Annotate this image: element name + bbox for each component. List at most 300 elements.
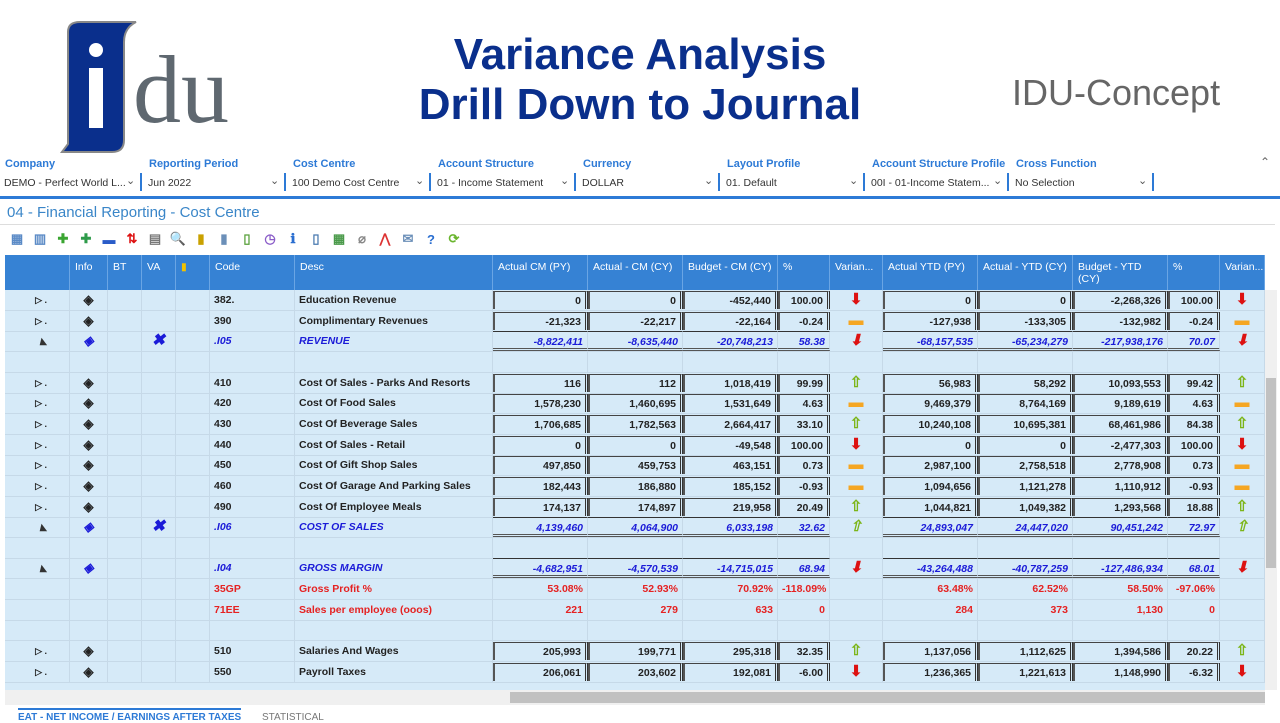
empty-cell <box>70 600 108 620</box>
document-export-icon[interactable]: ▯ <box>243 231 251 246</box>
empty-cell <box>176 435 210 455</box>
arrow-flat-icon: ▬ <box>1234 311 1250 329</box>
filter-account-structure-profile[interactable] <box>867 155 1011 195</box>
column-header[interactable]: Code <box>210 255 295 290</box>
horizontal-scrollbar[interactable] <box>5 690 1265 705</box>
schedule-icon[interactable]: ◷ <box>264 231 276 246</box>
empty-cell <box>1073 538 1168 558</box>
empty-cell <box>176 600 210 620</box>
sort-icon[interactable]: ⇅ <box>126 231 138 246</box>
empty-cell <box>5 620 70 640</box>
value-cell: 58.38 <box>778 331 830 351</box>
variance-cell <box>830 331 883 351</box>
divider <box>140 173 142 191</box>
blank-row <box>5 352 1265 373</box>
variance-cell <box>830 455 883 475</box>
filter-value[interactable]: 01. Default <box>726 177 777 189</box>
value-cell: 1,531,649 <box>683 394 778 412</box>
divider <box>718 173 720 191</box>
desc-cell: Complimentary Revenues <box>295 311 493 331</box>
collapse-icon[interactable]: ◣ <box>5 558 70 578</box>
table-row[interactable] <box>5 311 1265 332</box>
value-cell: 219,958 <box>683 498 778 516</box>
value-cell: 0 <box>588 291 683 309</box>
empty-cell <box>978 538 1073 558</box>
value-cell: 62.52% <box>978 579 1073 599</box>
filter-value[interactable]: Jun 2022 <box>148 177 192 189</box>
va-cell <box>142 476 176 496</box>
chevron-down-icon[interactable]: ⌄ <box>126 175 136 187</box>
value-cell: -6.00 <box>778 663 830 681</box>
variance-cell <box>1220 414 1265 434</box>
tab-statistical[interactable]: STATISTICAL <box>262 712 324 723</box>
search-icon[interactable]: 🔍 <box>169 231 187 246</box>
va-cell <box>142 641 176 661</box>
value-cell: 72.97 <box>1168 517 1220 537</box>
code-cell: 390 <box>210 311 295 331</box>
value-cell: 4,139,460 <box>493 517 588 537</box>
value-cell: -14,715,015 <box>683 558 778 578</box>
filter-value[interactable]: DEMO - Perfect World L... <box>4 177 126 189</box>
variance-cell <box>830 435 883 455</box>
arrow-up-icon: ⇧ <box>849 497 863 515</box>
empty-cell <box>70 620 108 640</box>
value-cell: 84.38 <box>1168 415 1220 433</box>
arrow-up-icon: ⇧ <box>1235 518 1249 536</box>
divider <box>284 173 286 191</box>
table-row[interactable] <box>5 393 1265 414</box>
value-cell: 20.22 <box>1168 642 1220 660</box>
column-header[interactable]: Varian... <box>830 255 883 290</box>
chevron-down-icon[interactable]: ⌄ <box>704 175 714 187</box>
empty-cell <box>70 352 108 372</box>
value-cell: 1,049,382 <box>978 498 1073 516</box>
value-cell: -97.06% <box>1168 579 1220 599</box>
code-cell: 410 <box>210 373 295 393</box>
filter-cross-function[interactable] <box>1011 155 1156 195</box>
arrow-flat-icon: ▬ <box>848 311 864 329</box>
columns-icon[interactable]: ▥ <box>33 231 47 246</box>
empty-cell <box>70 538 108 558</box>
variance-flag-icon[interactable]: ✖ <box>142 517 176 537</box>
value-cell: 0 <box>493 436 588 454</box>
column-header[interactable]: % <box>778 255 830 290</box>
va-cell <box>142 393 176 413</box>
help-icon[interactable]: ? <box>427 231 435 247</box>
desc-cell: Payroll Taxes <box>295 662 493 682</box>
value-cell: 0 <box>978 436 1073 454</box>
value-cell: 6,033,198 <box>683 517 778 537</box>
table-row[interactable] <box>5 414 1265 435</box>
value-cell: 90,451,242 <box>1073 517 1168 537</box>
table-row[interactable] <box>5 455 1265 476</box>
arrow-flat-icon: ▬ <box>1234 476 1250 494</box>
empty-cell <box>142 620 176 640</box>
empty-cell <box>1168 352 1220 372</box>
code-cell: 510 <box>210 641 295 661</box>
add-icon[interactable]: ✚ <box>57 231 69 246</box>
table-row[interactable] <box>5 579 1265 600</box>
empty-cell <box>683 620 778 640</box>
value-cell: 68.01 <box>1168 558 1220 578</box>
table-row[interactable] <box>5 476 1265 497</box>
empty-cell <box>1073 620 1168 640</box>
empty-cell <box>176 641 210 661</box>
expand-icon[interactable]: ▷ . <box>5 311 70 331</box>
empty-cell <box>1220 352 1265 372</box>
empty-cell <box>295 352 493 372</box>
value-cell: -452,440 <box>683 291 778 309</box>
column-header[interactable]: Actual - CM (CY) <box>588 255 683 290</box>
value-cell: 279 <box>588 600 683 620</box>
export-icon[interactable]: ▮ <box>220 231 228 246</box>
info-icon[interactable]: ◈ <box>70 373 108 393</box>
desc-cell: GROSS MARGIN <box>295 558 493 578</box>
code-cell: 550 <box>210 662 295 682</box>
empty-cell <box>176 497 210 517</box>
arrow-up-icon: ⇧ <box>849 373 863 391</box>
chevron-down-icon[interactable]: ⌄ <box>1138 175 1148 187</box>
value-cell: 33.10 <box>778 415 830 433</box>
value-cell: 203,602 <box>588 663 683 681</box>
filter-value[interactable]: DOLLAR <box>582 177 625 189</box>
variance-cell <box>830 414 883 434</box>
value-cell: 100.00 <box>778 291 830 309</box>
value-cell: 52.93% <box>588 579 683 599</box>
value-cell: 1,130 <box>1073 600 1168 620</box>
value-cell: 497,850 <box>493 456 588 474</box>
value-cell: -118.09% <box>778 579 830 599</box>
empty-cell <box>176 414 210 434</box>
collapse-icon[interactable]: ⌃ <box>1259 155 1270 169</box>
column-header[interactable]: VA <box>142 255 176 290</box>
arrow-down-icon: ⬇ <box>1235 662 1249 680</box>
filter-account-structure[interactable] <box>433 155 578 195</box>
value-cell: 1,394,586 <box>1073 642 1168 660</box>
variance-cell <box>830 579 883 599</box>
bt-cell <box>108 600 142 620</box>
value-cell: 174,897 <box>588 498 683 516</box>
chevron-down-icon[interactable]: ⌄ <box>415 175 425 187</box>
value-cell: -0.24 <box>1168 312 1220 330</box>
variance-cell <box>830 558 883 578</box>
value-cell: 68.94 <box>778 558 830 578</box>
info-icon[interactable]: ◈ <box>70 662 108 682</box>
empty-cell <box>493 620 588 640</box>
column-header[interactable]: Budget - CM (CY) <box>683 255 778 290</box>
value-cell: 1,121,278 <box>978 477 1073 495</box>
table-row[interactable] <box>5 373 1265 394</box>
value-cell: 70.07 <box>1168 331 1220 351</box>
arrow-up-icon: ⇧ <box>849 518 863 536</box>
expand-icon[interactable]: ▷ . <box>5 476 70 496</box>
scroll-thumb[interactable] <box>510 692 1265 703</box>
table-row[interactable] <box>5 558 1265 579</box>
value-cell: -127,486,934 <box>1073 558 1168 578</box>
info-icon[interactable]: ◈ <box>70 558 108 578</box>
expand-icon[interactable]: ▷ . <box>5 414 70 434</box>
table-row[interactable] <box>5 600 1265 621</box>
empty-cell <box>778 352 830 372</box>
info-icon[interactable]: ◈ <box>70 414 108 434</box>
value-cell: 1,137,056 <box>883 642 978 660</box>
value-cell: 205,993 <box>493 642 588 660</box>
idu-logo <box>58 20 268 154</box>
arrow-up-icon: ⇧ <box>1235 497 1249 515</box>
desc-cell: Education Revenue <box>295 290 493 310</box>
arrow-flat-icon: ▬ <box>1234 456 1250 474</box>
arrow-down-icon: ⬇ <box>849 662 863 680</box>
chevron-down-icon[interactable]: ⌄ <box>849 175 859 187</box>
refresh-icon[interactable]: ⟳ <box>448 231 460 246</box>
column-header[interactable]: Desc <box>295 255 493 290</box>
filter-label: Cost Centre <box>293 158 356 170</box>
value-cell: -8,635,440 <box>588 331 683 351</box>
expand-icon[interactable]: ▷ . <box>5 435 70 455</box>
empty-cell <box>883 620 978 640</box>
value-cell: 1,110,912 <box>1073 477 1168 495</box>
value-cell: 1,578,230 <box>493 394 588 412</box>
bt-cell <box>108 373 142 393</box>
filter-value[interactable]: No Selection <box>1015 177 1075 189</box>
info-icon[interactable]: ◈ <box>70 476 108 496</box>
value-cell: 100.00 <box>1168 436 1220 454</box>
empty-cell <box>142 352 176 372</box>
brand-text: IDU-Concept <box>1012 72 1221 113</box>
notes-icon[interactable]: ▯ <box>312 231 320 246</box>
value-cell: 373 <box>978 600 1073 620</box>
column-header[interactable]: Actual YTD (PY) <box>883 255 978 290</box>
value-cell: 9,189,619 <box>1073 394 1168 412</box>
table-row[interactable] <box>5 497 1265 518</box>
variance-cell <box>830 393 883 413</box>
column-header[interactable]: Actual - YTD (CY) <box>978 255 1073 290</box>
value-cell: 1,236,365 <box>883 663 978 681</box>
variance-cell <box>1220 497 1265 517</box>
variance-cell <box>830 373 883 393</box>
tab-eat[interactable]: EAT - NET INCOME / EARNINGS AFTER TAXES <box>18 708 241 723</box>
variance-flag-icon[interactable]: ✖ <box>142 331 176 351</box>
empty-cell <box>5 579 70 599</box>
email-icon[interactable]: ✉ <box>402 231 414 246</box>
empty-cell <box>295 538 493 558</box>
variance-cell <box>1220 373 1265 393</box>
expand-icon[interactable]: ▷ . <box>5 455 70 475</box>
value-cell: 0 <box>778 600 830 620</box>
filter-value[interactable]: 00I - 01-Income Statem... <box>871 177 990 189</box>
filter-label: Company <box>5 158 56 170</box>
table-row[interactable] <box>5 517 1265 538</box>
va-cell <box>142 662 176 682</box>
filter-label: Layout Profile <box>727 158 801 170</box>
add-dollar-icon[interactable]: ✚ <box>80 231 92 246</box>
info-icon[interactable]: ℹ <box>290 231 296 246</box>
collapse-icon[interactable]: ◣ <box>5 331 70 351</box>
collapse-icon[interactable]: ◣ <box>5 517 70 537</box>
value-cell: 1,221,613 <box>978 663 1073 681</box>
empty-cell <box>1220 620 1265 640</box>
scroll-thumb[interactable] <box>1266 378 1276 568</box>
bt-cell <box>108 290 142 310</box>
table-row[interactable] <box>5 290 1265 311</box>
column-header[interactable]: Budget - YTD (CY) <box>1073 255 1168 290</box>
va-cell <box>142 600 176 620</box>
value-cell: 0 <box>883 291 978 309</box>
filter-currency[interactable] <box>578 155 722 195</box>
va-cell <box>142 558 176 578</box>
calculator-warning-icon[interactable]: ▮ <box>197 231 205 246</box>
value-cell: 24,447,020 <box>978 517 1073 537</box>
info-icon[interactable]: ◈ <box>70 641 108 661</box>
column-header[interactable]: BT <box>108 255 142 290</box>
bt-cell <box>108 455 142 475</box>
spreadsheet-icon[interactable]: ▦ <box>332 231 346 246</box>
table-row[interactable] <box>5 641 1265 662</box>
filter-layout-profile[interactable] <box>722 155 867 195</box>
value-cell: 186,880 <box>588 477 683 495</box>
empty-cell <box>176 331 210 351</box>
filter-cost-centre[interactable] <box>288 155 433 195</box>
desc-cell: Gross Profit % <box>295 579 493 599</box>
empty-cell <box>978 352 1073 372</box>
value-cell: -2,477,303 <box>1073 436 1168 454</box>
value-cell: 18.88 <box>1168 498 1220 516</box>
column-header[interactable]: Varian... <box>1220 255 1265 290</box>
empty-cell <box>176 558 210 578</box>
variance-cell <box>1220 579 1265 599</box>
attachment-icon[interactable]: ⌀ <box>358 231 366 246</box>
chevron-down-icon[interactable]: ⌄ <box>993 175 1003 187</box>
va-cell <box>142 455 176 475</box>
column-header[interactable] <box>5 255 70 290</box>
empty-cell <box>176 352 210 372</box>
expand-icon[interactable]: ▷ . <box>5 641 70 661</box>
empty-cell <box>5 600 70 620</box>
column-header[interactable]: % <box>1168 255 1220 290</box>
empty-cell <box>210 620 295 640</box>
empty-cell <box>1168 538 1220 558</box>
code-cell: .I06 <box>210 517 295 537</box>
column-header[interactable]: Info <box>70 255 108 290</box>
value-cell: -8,822,411 <box>493 331 588 351</box>
expand-icon[interactable]: ▷ . <box>5 373 70 393</box>
variance-cell <box>830 497 883 517</box>
expand-icon[interactable]: ▷ . <box>5 290 70 310</box>
empty-cell <box>1220 538 1265 558</box>
table-row[interactable] <box>5 331 1265 352</box>
arrow-flat-icon: ▬ <box>848 476 864 494</box>
value-cell: -4,570,539 <box>588 558 683 578</box>
arrow-up-icon: ⇧ <box>1235 373 1249 391</box>
value-cell: 633 <box>683 600 778 620</box>
table-row[interactable] <box>5 435 1265 456</box>
empty-cell <box>176 620 210 640</box>
divider <box>1007 173 1009 191</box>
va-cell <box>142 435 176 455</box>
value-cell: 100.00 <box>778 436 830 454</box>
table-row[interactable] <box>5 662 1265 683</box>
expand-icon[interactable]: ▷ . <box>5 662 70 682</box>
value-cell: 58,292 <box>978 374 1073 392</box>
filter-label: Account Structure <box>438 158 534 170</box>
info-icon[interactable]: ◈ <box>70 435 108 455</box>
variance-cell <box>830 290 883 310</box>
value-cell: 4,064,900 <box>588 517 683 537</box>
variance-cell <box>1220 476 1265 496</box>
info-icon[interactable]: ◈ <box>70 393 108 413</box>
code-cell: 382. <box>210 290 295 310</box>
title-line-1: Variance Analysis <box>453 30 827 79</box>
filter-label: Currency <box>583 158 632 170</box>
empty-cell <box>210 352 295 372</box>
empty-cell <box>176 290 210 310</box>
value-cell: 56,983 <box>883 374 978 392</box>
empty-cell <box>493 538 588 558</box>
value-cell: 1,148,990 <box>1073 663 1168 681</box>
arrow-up-icon: ⇧ <box>1235 414 1249 432</box>
empty-cell <box>588 538 683 558</box>
code-cell: .I04 <box>210 558 295 578</box>
desc-cell: Cost Of Employee Meals <box>295 497 493 517</box>
empty-cell <box>883 352 978 372</box>
bottom-tabs <box>0 706 1280 723</box>
divider <box>0 224 1275 225</box>
empty-cell <box>108 620 142 640</box>
desc-cell: Cost Of Sales - Retail <box>295 435 493 455</box>
value-cell: 58.50% <box>1073 579 1168 599</box>
column-header[interactable]: Actual CM (PY) <box>493 255 588 290</box>
sort-az-icon[interactable]: ▤ <box>148 231 162 246</box>
expand-icon[interactable]: ▷ . <box>5 393 70 413</box>
info-icon[interactable]: ◈ <box>70 331 108 351</box>
filter-reporting-period[interactable] <box>144 155 288 195</box>
grid-view-icon[interactable]: ▦ <box>10 231 24 246</box>
info-icon[interactable]: ◈ <box>70 497 108 517</box>
expand-icon[interactable]: ▷ . <box>5 497 70 517</box>
vertical-scrollbar[interactable] <box>1265 290 1277 690</box>
code-cell: 71EE <box>210 600 295 620</box>
filter-company[interactable] <box>0 155 144 195</box>
empty-cell <box>176 662 210 682</box>
column-header[interactable] <box>176 255 210 290</box>
chevron-down-icon[interactable]: ⌄ <box>270 175 280 187</box>
info-icon[interactable]: ◈ <box>70 311 108 331</box>
info-icon[interactable]: ◈ <box>70 455 108 475</box>
value-cell: 0.73 <box>778 456 830 474</box>
empty-cell <box>778 620 830 640</box>
value-cell: 463,151 <box>683 456 778 474</box>
value-cell: 1,018,419 <box>683 374 778 392</box>
empty-cell <box>142 538 176 558</box>
page-title <box>330 30 950 130</box>
grid-header <box>5 255 1265 290</box>
divider <box>1152 173 1154 191</box>
value-cell: 295,318 <box>683 642 778 660</box>
filter-value[interactable]: 01 - Income Statement <box>437 177 544 189</box>
info-icon[interactable]: ◈ <box>70 290 108 310</box>
value-cell: 68,461,986 <box>1073 415 1168 433</box>
bt-cell <box>108 435 142 455</box>
info-icon[interactable]: ◈ <box>70 517 108 537</box>
filter-value[interactable]: 100 Demo Cost Centre <box>292 177 400 189</box>
chevron-down-icon[interactable]: ⌄ <box>560 175 570 187</box>
trend-chart-icon[interactable]: ⋀ <box>379 231 391 246</box>
empty-cell <box>108 538 142 558</box>
code-cell: 450 <box>210 455 295 475</box>
value-cell: 174,137 <box>493 498 588 516</box>
remove-icon[interactable]: ▬ <box>102 231 116 247</box>
va-cell <box>142 373 176 393</box>
